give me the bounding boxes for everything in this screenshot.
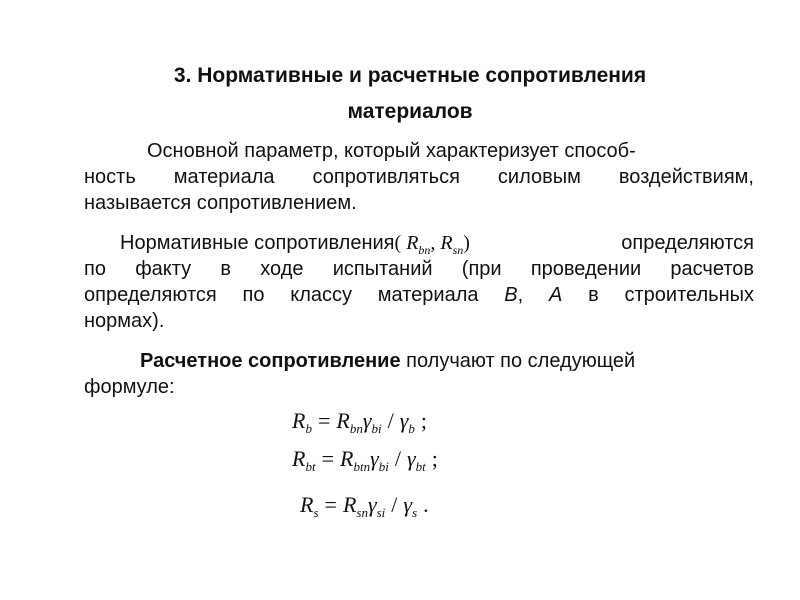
f3-eq: =: [324, 492, 337, 517]
formula-rs: [300, 492, 435, 521]
para2-l3-end: в строительных: [562, 284, 754, 306]
f3-sub2: sn: [356, 505, 368, 520]
para2-line-3: [84, 284, 754, 307]
slide-title-line-1: 3. Нормативные и расчетные сопротивления: [173, 64, 647, 87]
f1-sub2: bn: [349, 421, 363, 436]
inline-formula-sub2: sn: [452, 243, 464, 257]
para2-end: определяются: [621, 232, 754, 254]
f2-sub4: bt: [415, 459, 426, 474]
para3-line-2: формуле:: [84, 376, 175, 398]
f1-eq: =: [317, 408, 331, 433]
f2-r: R: [292, 446, 306, 471]
design-resistance-term: Расчетное сопротивление: [140, 350, 401, 372]
f3-gamma2: γ: [403, 492, 413, 517]
formula-rb: [292, 408, 433, 437]
formula-rbt: [292, 446, 444, 475]
f1-gamma2: γ: [399, 408, 409, 433]
inline-formula: [394, 232, 470, 257]
f2-sub2: btn: [353, 459, 371, 474]
para1-line-2: ность материала сопротивляться силовым воздействиям,: [84, 166, 754, 188]
para1-line-3: называется сопротивлением.: [84, 192, 357, 214]
f3-div: /: [391, 492, 398, 517]
f1-sub4: b: [408, 421, 415, 436]
slide-title-line-2: материалов: [347, 100, 473, 123]
f2-gamma: γ: [370, 446, 379, 471]
para2-line-4: нормах).: [84, 310, 165, 332]
para3-line-1: [140, 350, 635, 373]
f3-sub4: s: [412, 505, 418, 520]
para3-rest: получают по следующей: [400, 350, 636, 372]
f3-sub1: s: [313, 505, 319, 520]
para1-line-1: Основной параметр, который характеризует способ-: [147, 140, 636, 162]
inline-formula-r2: R: [440, 232, 453, 254]
inline-formula-comma: ,: [430, 232, 441, 254]
inline-formula-sub1: bn: [418, 243, 431, 257]
f1-gamma: γ: [362, 408, 372, 433]
f1-rn: R: [336, 408, 350, 433]
f1-end: ;: [420, 408, 428, 433]
f2-sub3: bi: [378, 459, 389, 474]
f1-r: R: [292, 408, 306, 433]
f2-sub1: bt: [305, 459, 316, 474]
f2-end: ;: [431, 446, 438, 471]
f2-gamma2: γ: [407, 446, 416, 471]
f1-div: /: [387, 408, 394, 433]
para2-l3-start: определяются по классу материала: [84, 284, 505, 306]
f2-eq: =: [321, 446, 334, 471]
para2-start: Нормативные сопротивления: [120, 232, 395, 254]
para2-line-1: [120, 232, 754, 258]
inline-formula-r1: R: [406, 232, 419, 254]
f2-rn: R: [340, 446, 354, 471]
f1-sub3: bi: [371, 421, 382, 436]
para2-line-2: по факту в ходе испытаний (при проведении расчетов: [84, 258, 754, 280]
inline-formula-lparen: (: [394, 232, 402, 254]
f2-div: /: [394, 446, 401, 471]
class-b: B: [504, 284, 518, 306]
para2-l3-mid: ,: [517, 284, 549, 306]
f3-r: R: [300, 492, 314, 517]
f1-sub1: b: [305, 421, 312, 436]
f3-end: .: [423, 492, 429, 517]
class-a: A: [548, 284, 563, 306]
f3-gamma: γ: [367, 492, 377, 517]
f3-sub3: si: [376, 505, 386, 520]
inline-formula-rparen: ): [463, 232, 470, 254]
f3-rn: R: [342, 492, 357, 517]
